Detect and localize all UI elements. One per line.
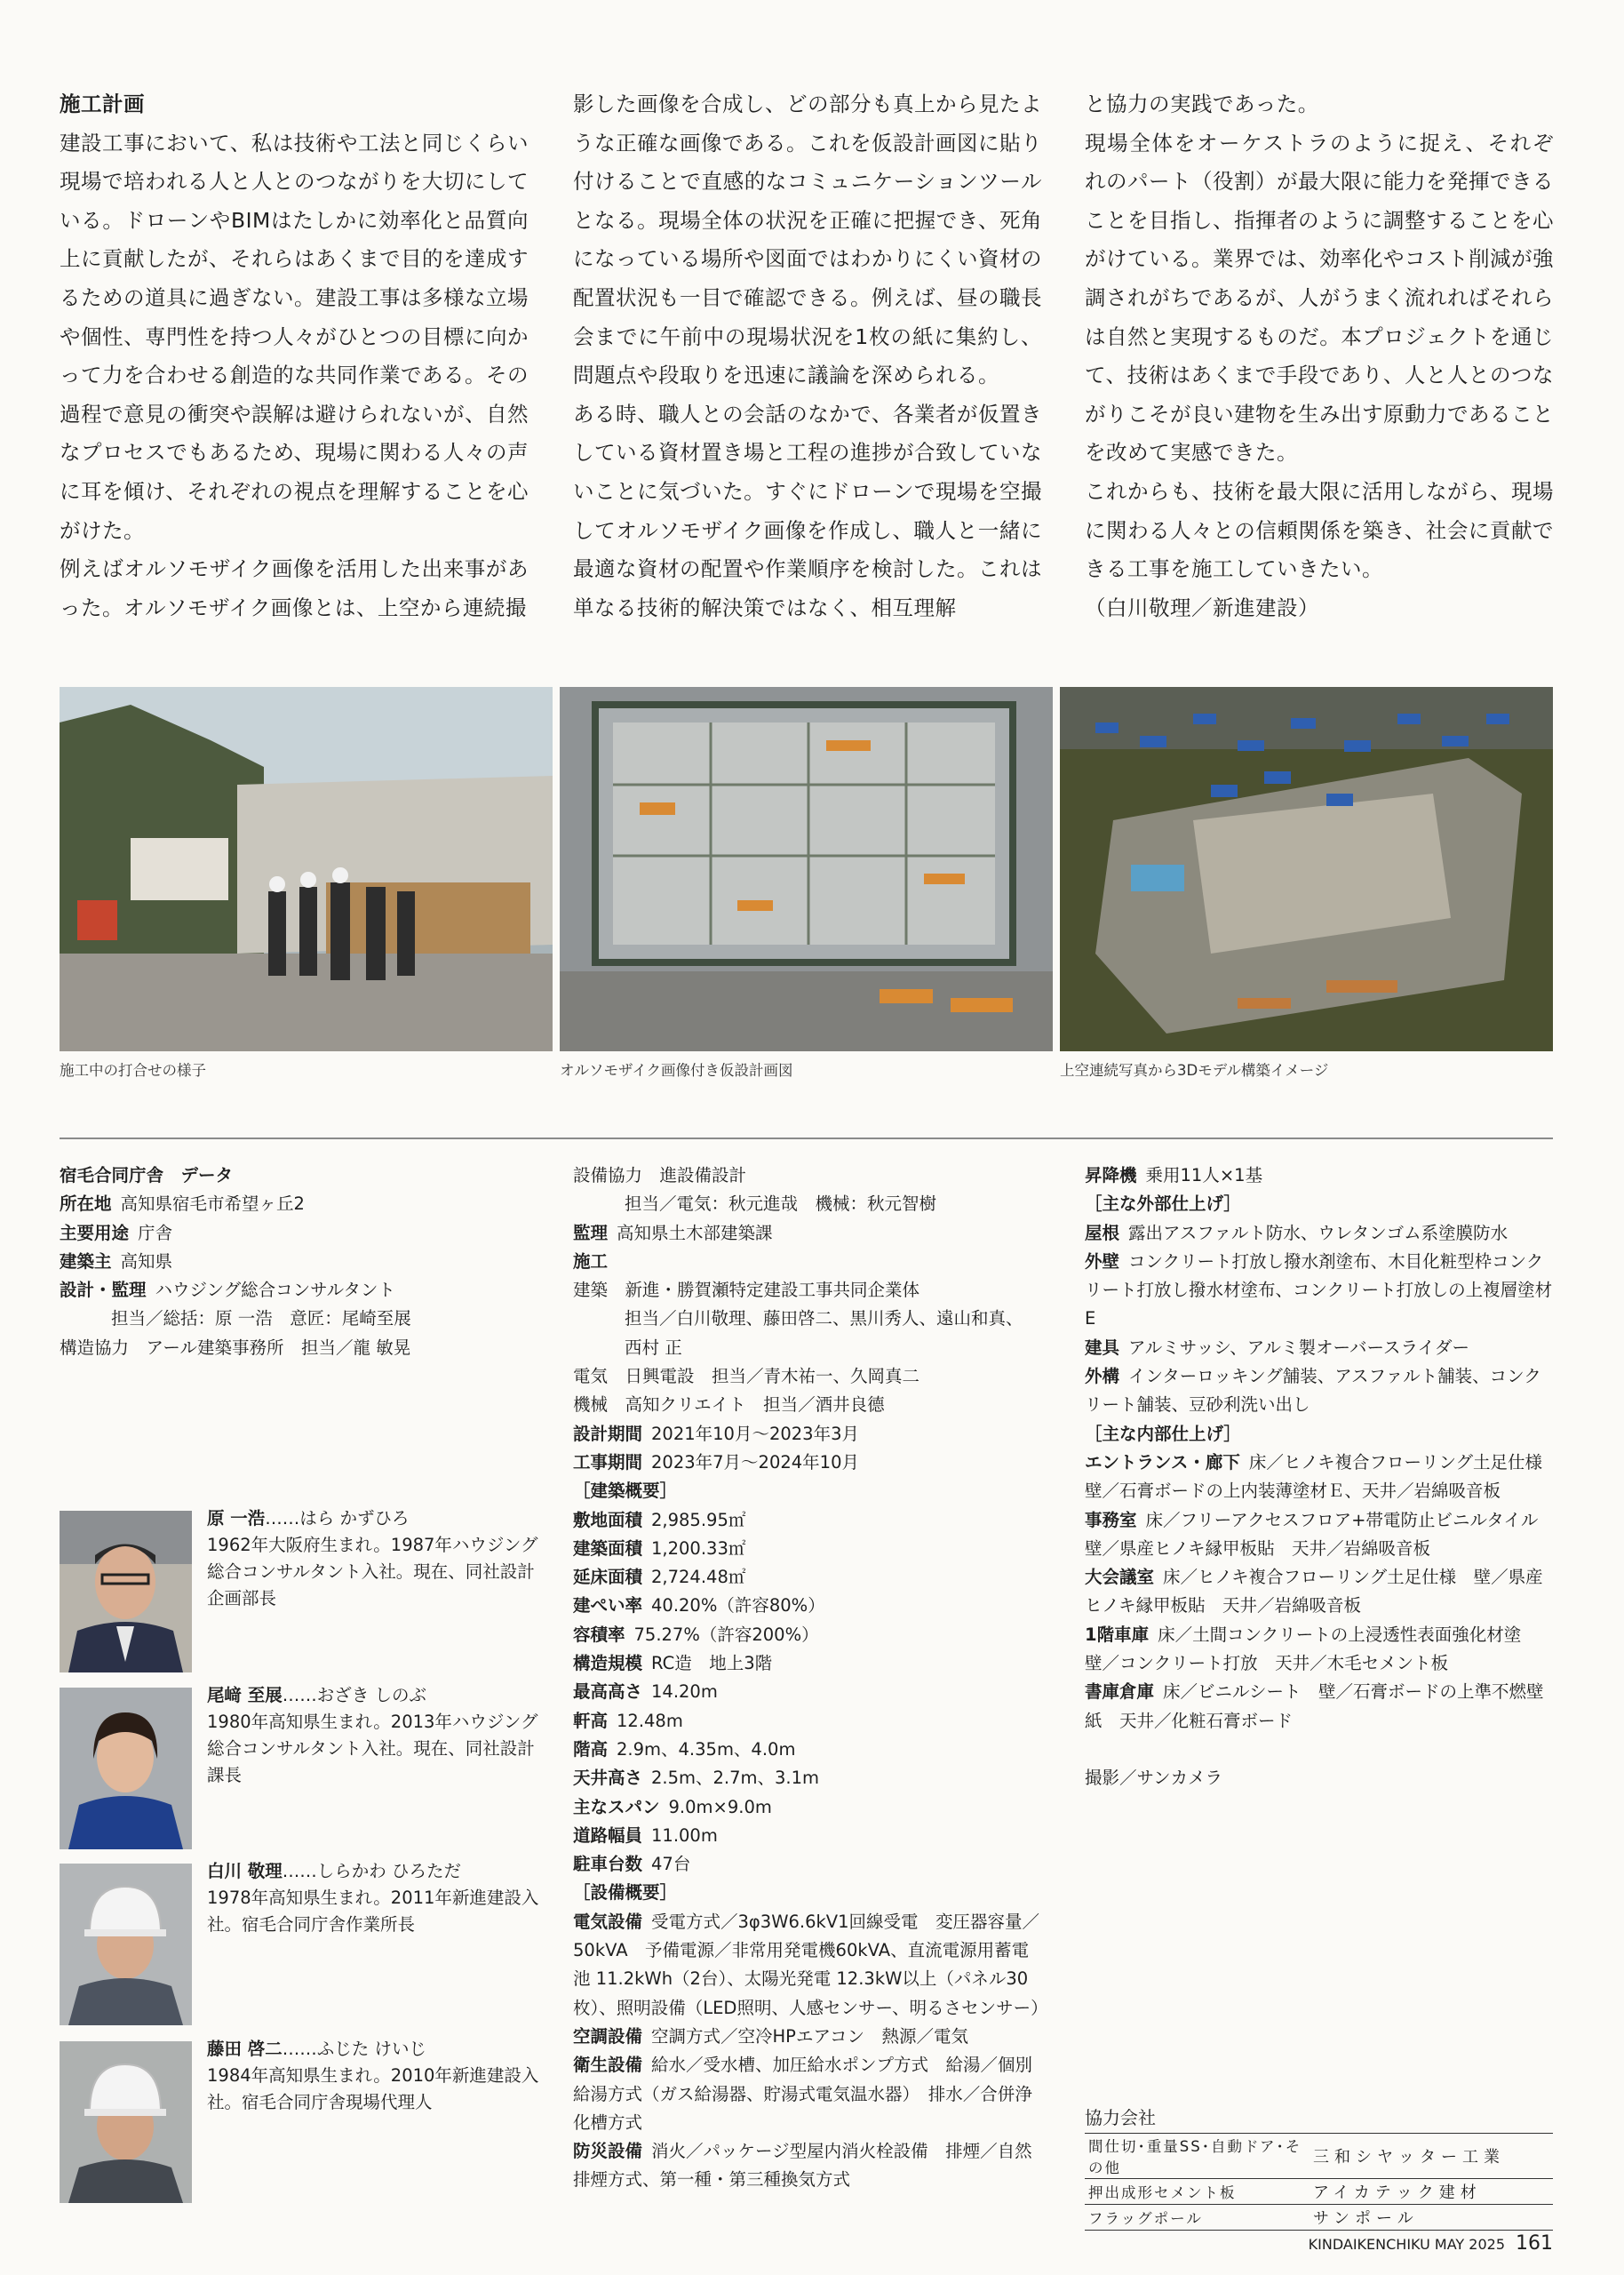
- data-row: 建築主 高知県: [60, 1250, 173, 1272]
- data-row: 構造規模 RC造 地上3階: [573, 1653, 773, 1674]
- data-row: 外壁 コンクリート打放し撥水剤塗布、木目化粧型枠コンクリート打放し撥水材塗布、コンクリート打放しの上複層塗材E: [1085, 1250, 1553, 1329]
- section-heading: 施工計画: [60, 92, 145, 116]
- portrait-photo: [60, 1864, 192, 2025]
- data-row: 軒高 12.48m: [573, 1710, 683, 1731]
- paragraph: 影した画像を合成し、どの部分も真上から見たような正確な画像である。これを仮設計画図に貼り付けることで直感的なコミュニケーションツールとなる。現場全体の状況を正確に把握でき、死角になっている場所や図面ではわかりにくい資材の配置状況も一目で確認できる。例えば、昼の職長会までに午前中の現場状況を1枚の紙に集約し、問題点や段取りを迅速に議論を深められる。: [573, 92, 1042, 388]
- data-row: 駐車台数 47台: [573, 1854, 691, 1875]
- data-row: 天井高さ 2.5m、2.7m、3.1m: [573, 1768, 820, 1789]
- table-row: 押出成形セメント板 アイカテック建材: [1085, 2179, 1553, 2205]
- portrait-photo: [60, 1688, 192, 1849]
- cooperating-companies: [1085, 2103, 1553, 2231]
- divider: [60, 1138, 1553, 1139]
- data-row: 建築 新進・勝賀瀬特定建設工事共同企業体: [573, 1280, 920, 1301]
- data-row: 延床面積 2,724.48㎡: [573, 1567, 746, 1588]
- data-row: 建ぺい率 40.20%（許容80%）: [573, 1595, 825, 1616]
- profile-fujita: 藤田 啓二……ふじた けいじ 1984年高知県生まれ。2010年新進建設入社。宿毛合同庁舎現場代理人: [60, 2041, 544, 2203]
- profile-bio: 1980年高知県生まれ。2013年ハウジング総合コンサルタント入社。現在、同社設計課長: [207, 1712, 538, 1785]
- photo-caption: 施工中の打合せの様子: [60, 1062, 206, 1079]
- profile-bio: 1978年高知県生まれ。2011年新進建設入社。宿毛合同庁舎作業所長: [207, 1888, 539, 1935]
- data-row: 書庫倉庫 床／ビニルシート 壁／石膏ボードの上準不燃壁紙 天井／化粧石膏ボード: [1085, 1681, 1544, 1731]
- data-row: 建具 アルミサッシ、アルミ製オーバースライダー: [1085, 1337, 1469, 1358]
- photo-3d-model: [1060, 687, 1553, 1051]
- data-row: 大会議室 床／ヒノキ複合フローリング土足仕様 壁／県産ヒノキ縁甲板貼 天井／岩綿吸音板: [1085, 1567, 1543, 1616]
- data-row: エントランス・廊下 床／ヒノキ複合フローリング土足仕様 壁／石膏ボードの上内装薄塗材Ｅ、天井／岩綿吸音板: [1085, 1451, 1560, 1502]
- coop-title: 協力会社: [1085, 2107, 1156, 2128]
- data-row: 監理 高知県土木部建築課: [573, 1222, 773, 1243]
- building-data-column-3: [1085, 1161, 1560, 1792]
- data-row: 設計・監理 ハウジング総合コンサルタント: [60, 1280, 395, 1301]
- profile-bio: 1984年高知県生まれ。2010年新進建設入社。宿毛合同庁舎現場代理人: [207, 2065, 539, 2112]
- data-row: 外構 インターロッキング舗装、アスファルト舗装、コンクリート舗装、豆砂利洗い出し: [1085, 1366, 1541, 1416]
- data-row: 屋根 露出アスファルト防水、ウレタンゴム系塗膜防水: [1085, 1222, 1509, 1243]
- data-section-heading: ［建築概要］: [573, 1481, 678, 1502]
- data-row: 担当／電気：秋元進哉 機械：秋元智樹: [625, 1193, 937, 1215]
- article-signature: （白川敬理／新進建設）: [1085, 595, 1319, 620]
- data-row: 施工: [573, 1250, 609, 1272]
- data-row: 設計期間 2021年10月〜2023年3月: [573, 1423, 859, 1444]
- photo-caption: 上空連続写真から3Dモデル構築イメージ: [1060, 1062, 1329, 1079]
- data-row: 工事期間 2023年7月〜2024年10月: [573, 1451, 859, 1473]
- article-column-2: [573, 85, 1042, 627]
- data-row: 敷地面積 2,985.95㎡: [573, 1509, 746, 1530]
- data-row: 担当／白川敬理、藤田啓二、黒川秀人、遠山和真、: [625, 1308, 1023, 1329]
- data-row: 空調設備 空調方式／空冷HPエアコン 熱源／電気: [573, 2025, 968, 2047]
- data-row: 防災設備 消火／パッケージ型屋内消火栓設備 排煙／自然排煙方式、第一種・第三種換気方式: [573, 2141, 1032, 2191]
- paragraph: 例えばオルソモザイク画像を活用した出来事があった。オルソモザイク画像とは、上空から連続撮: [60, 556, 529, 620]
- building-data-column-1: [60, 1161, 521, 1362]
- data-row: 電気 日興電設 担当／青木祐一、久岡真二: [573, 1366, 920, 1387]
- article-column-3: [1085, 85, 1554, 627]
- table-row: 間仕切･重量SS･自動ドア･その他 三和シヤッター工業: [1085, 2134, 1553, 2179]
- data-row: 昇降機 乗用11人×1基: [1085, 1165, 1263, 1185]
- photo-caption: オルソモザイク画像付き仮設計画図: [560, 1062, 793, 1079]
- paragraph: と協力の実践であった。: [1085, 92, 1319, 116]
- paragraph: 建設工事において、私は技術や工法と同じくらい現場で培われる人と人とのつながりを大切にしている。ドローンやBIMはたしかに効率化と品質向上に貢献したが、それらはあくまで目的を達成するための道具に過ぎない。建設工事は多様な立場や個性、専門性を持つ人々がひとつの目標に向かって力を合わせる創造的な共同作業である。その過程で意見の衝突や誤解は避けられないが、自然なプロセスでもあるため、現場に関わる人々の声に耳を傾け、それぞれの視点を理解することを心がけた。: [60, 130, 529, 543]
- data-row: 道路幅員 11.00m: [573, 1824, 718, 1846]
- data-title: 宿毛合同庁舎 データ: [60, 1165, 234, 1185]
- paragraph: これからも、技術を最大限に活用しながら、現場に関わる人々との信頼関係を築き、社会に貢献できる工事を施工していきたい。: [1085, 478, 1554, 582]
- data-row: 主要用途 庁舎: [60, 1222, 173, 1243]
- data-row: 容積率 75.27%（許容200%）: [573, 1624, 819, 1645]
- data-row: 担当／総括：原 一浩 意匠：尾崎至展: [111, 1308, 411, 1329]
- portrait-photo: [60, 1511, 192, 1672]
- portrait-photo: [60, 2041, 192, 2203]
- page-number: 161: [1516, 2232, 1553, 2255]
- data-row: 電気設備 受電方式／3φ3W6.6kV1回線受電 変圧器容量／50kVA 予備電源／非常用発電機60kVA、直流電源用蓄電池 11.2kWh（2台）、太陽光発電 12.3kW以上（パネル30枚）、照明設備（LED照明、人感センサー、明るさセンサー）: [573, 1911, 1048, 2018]
- data-row: 構造協力 アール建築事務所 担当／龍 敏晃: [60, 1337, 411, 1358]
- data-section-heading: ［主な内部仕上げ］: [1085, 1423, 1241, 1444]
- profile-hara: 原 一浩……はら かずひろ 1962年大阪府生まれ。1987年ハウジング総合コンサルタント入社。現在、同社設計企画部長: [60, 1511, 544, 1672]
- data-row: 所在地 高知県宿毛市希望ヶ丘2: [60, 1193, 305, 1215]
- data-row: 建築面積 1,200.33㎡: [573, 1537, 746, 1559]
- data-row: 最高高さ 14.20m: [573, 1681, 718, 1703]
- data-row: 1階車庫 床／土間コンクリートの上浸透性表面強化材塗 壁／コンクリート打放 天井／木毛セメント板: [1085, 1624, 1539, 1674]
- data-row: 機械 高知クリエイト 担当／酒井良德: [573, 1394, 885, 1416]
- data-row: 設備協力 進設備設計: [573, 1165, 747, 1185]
- coop-table: [1085, 2133, 1553, 2231]
- data-row: 主なスパン 9.0m×9.0m: [573, 1796, 772, 1817]
- data-row: 衛生設備 給水／受水槽、加圧給水ポンプ方式 給湯／個別給湯方式（ガス給湯器、貯湯式電気温水器） 排水／合併浄化槽方式: [573, 2055, 1033, 2133]
- data-row: 西村 正: [625, 1337, 682, 1358]
- profile-bio: 1962年大阪府生まれ。1987年ハウジング総合コンサルタント入社。現在、同社設計企画部長: [207, 1535, 538, 1608]
- data-row: 事務室 床／フリーアクセスフロア+帯電防止ビニルタイル 壁／県産ヒノキ縁甲板貼 天井／岩綿吸音板: [1085, 1509, 1556, 1559]
- data-row: 階高 2.9m、4.35m、4.0m: [573, 1738, 796, 1760]
- profile-shirakawa: 白川 敬理……しらかわ ひろただ 1978年高知県生まれ。2011年新進建設入社。宿毛合同庁舎作業所長: [60, 1864, 544, 2025]
- photo-credit: 撮影／サンカメラ: [1085, 1767, 1223, 1788]
- table-row: フラッグポール サンポール: [1085, 2205, 1553, 2231]
- page-footer: [1309, 2232, 1553, 2255]
- photo-ortho-mosaic-plan: [560, 687, 1053, 1051]
- data-section-heading: ［設備概要］: [573, 1882, 678, 1904]
- magazine-name: KINDAIKENCHIKU MAY 2025: [1308, 2236, 1505, 2253]
- photo-site-meeting: [60, 687, 553, 1051]
- article-column-1: [60, 85, 529, 627]
- paragraph: 現場全体をオーケストラのように捉え、それぞれのパート（役割）が最大限に能力を発揮できることを目指し、指揮者のように調整することを心がけている。業界では、効率化やコスト削減が強調されがちであるが、人がうまく流れればそれらは自然と実現するものだ。本プロジェクトを通じて、技術はあくまで手段であり、人と人とのつながりこそが良い建物を生み出す原動力であることを改めて実感できた。: [1085, 130, 1554, 466]
- building-data-column-2: [573, 1161, 1048, 2195]
- paragraph: ある時、職人との会話のなかで、各業者が仮置きしている資材置き場と工程の進捗が合致していないことに気づいた。すぐにドローンで現場を空撮してオルソモザイク画像を作成し、職人と一緒に最適な資材の配置や作業順序を検討した。これは単なる技術的解決策ではなく、相互理解: [573, 401, 1042, 620]
- profile-ozaki: 尾﨑 至展……おざき しのぶ 1980年高知県生まれ。2013年ハウジング総合コンサルタント入社。現在、同社設計課長: [60, 1688, 544, 1849]
- data-section-heading: ［主な外部仕上げ］: [1085, 1193, 1241, 1215]
